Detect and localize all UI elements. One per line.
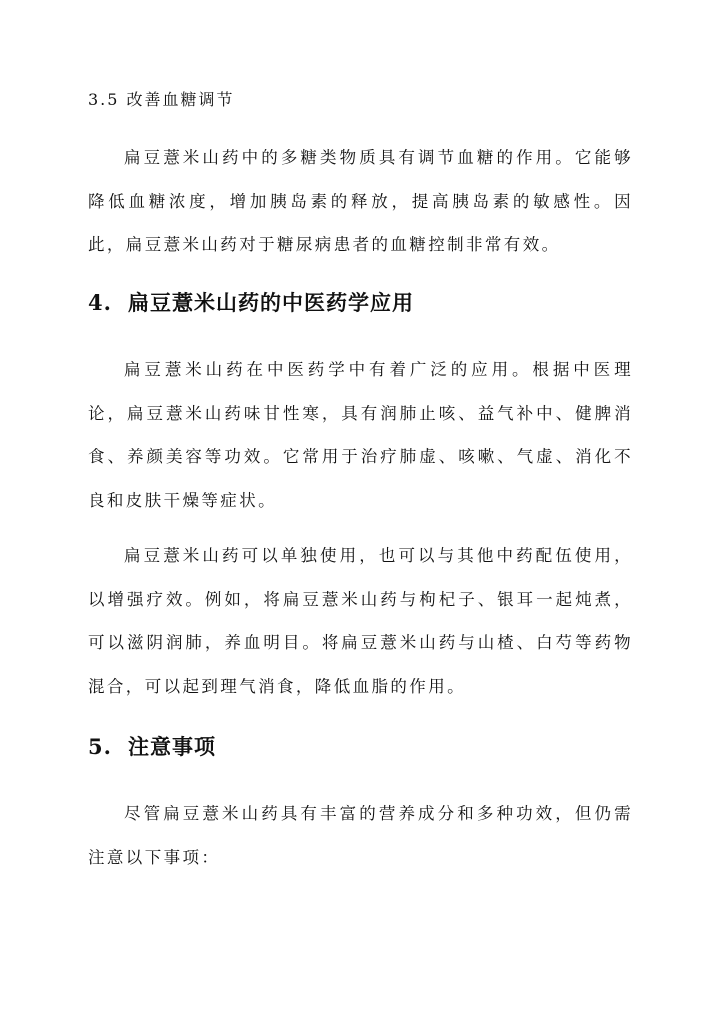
paragraph-tcm-2: 扁豆薏米山药可以单独使用，也可以与其他中药配伍使用，以增强疗效。例如，将扁豆薏米山药与枸杞子、银耳一起炖煮，可以滋阴润肺，养血明目。将扁豆薏米山药与山楂、白芍等药物混合，可以起到理气消食，降低血脂的作用。 [88, 546, 633, 696]
section-heading-5 [88, 732, 216, 762]
section-heading-4 [88, 288, 414, 318]
paragraph-tcm-1: 扁豆薏米山药在中医药学中有着广泛的应用。根据中医理论，扁豆薏米山药味甘性寒，具有润肺止咳、益气补中、健脾消食、养颜美容等功效。它常用于治疗肺虚、咳嗽、气虚、消化不良和皮肤干燥等症状。 [88, 360, 633, 510]
section-title-4: 扁豆薏米山药的中医药学应用 [128, 290, 414, 315]
section-title-5: 注意事项 [128, 734, 216, 759]
section-heading-3-5: 3.5 改善血糖调节 [88, 90, 235, 109]
section-number-5: 5. [88, 734, 112, 759]
paragraph-blood-sugar: 扁豆薏米山药中的多糖类物质具有调节血糖的作用。它能够降低血糖浓度，增加胰岛素的释放，提高胰岛素的敏感性。因此，扁豆薏米山药对于糖尿病患者的血糖控制非常有效。 [88, 148, 633, 254]
paragraph-precautions: 尽管扁豆薏米山药具有丰富的营养成分和多种功效，但仍需注意以下事项： [88, 804, 633, 867]
section-number-4: 4. [88, 290, 112, 315]
